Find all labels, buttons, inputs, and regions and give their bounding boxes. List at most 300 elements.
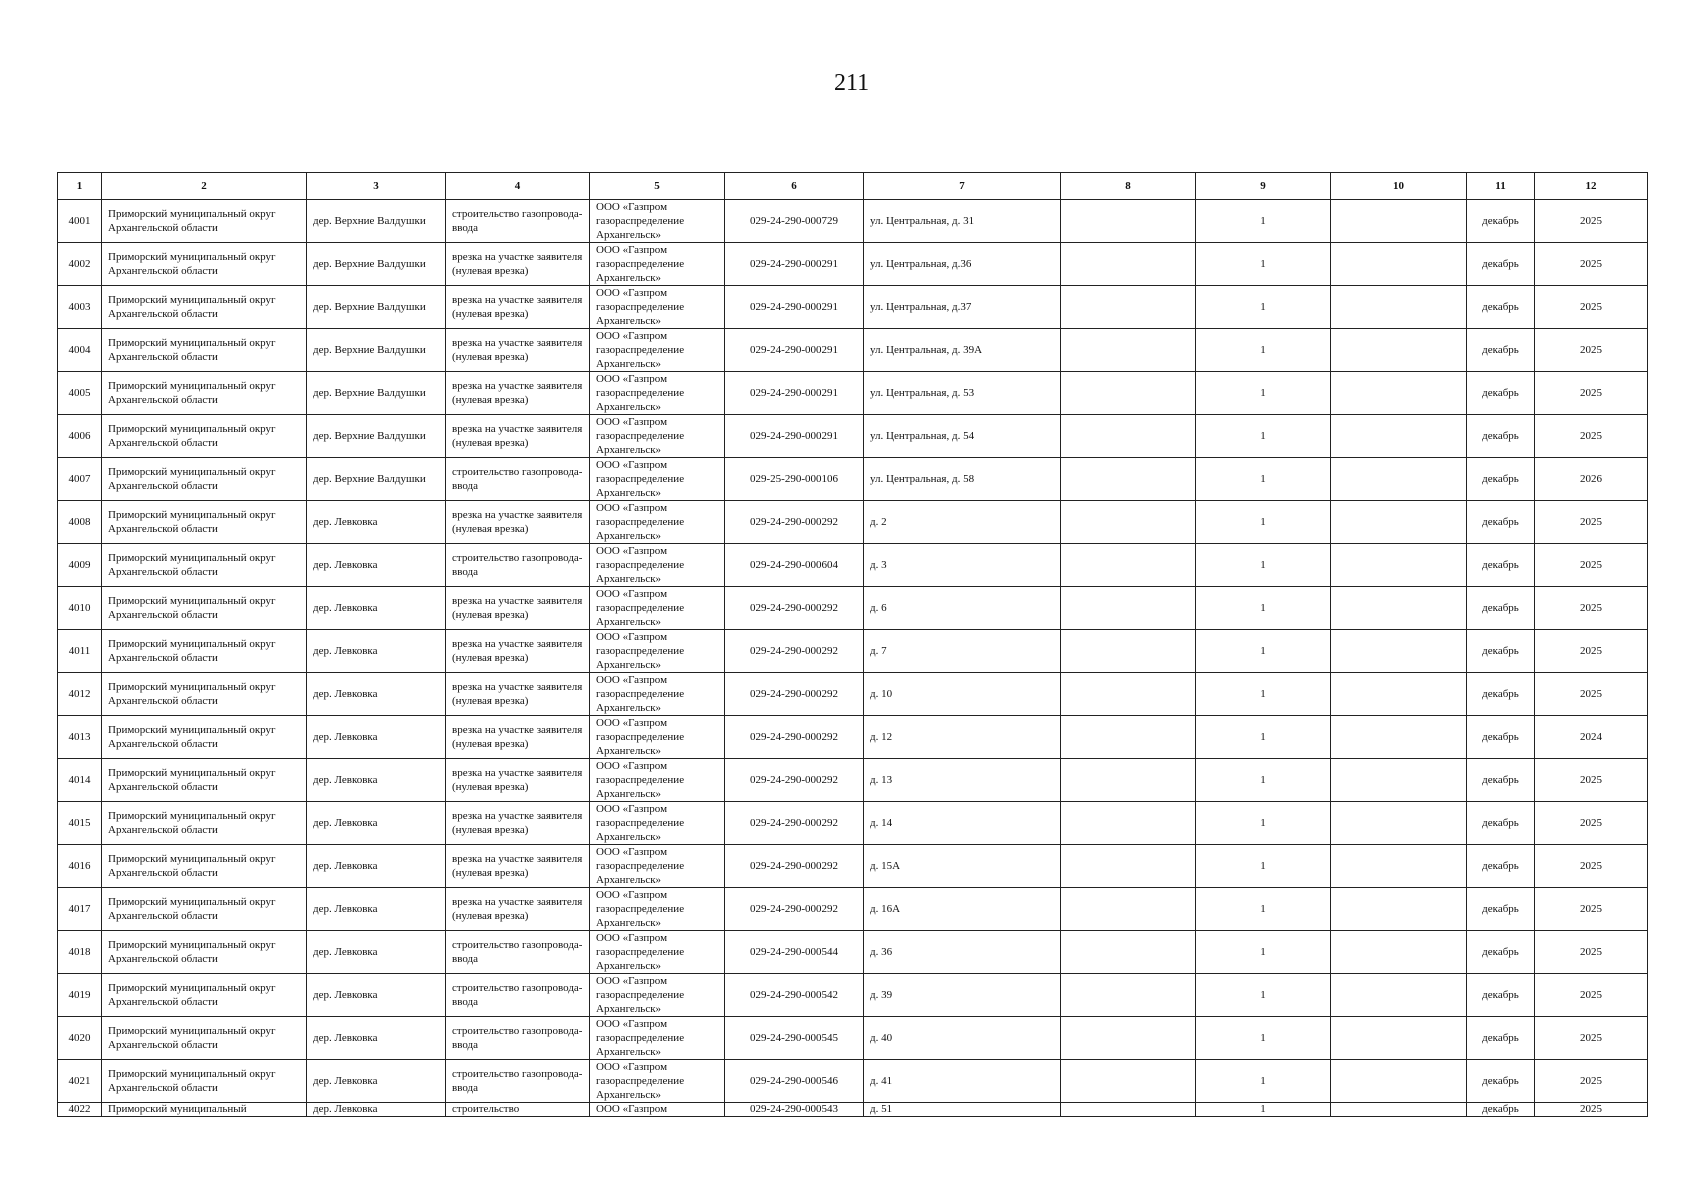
cell-work-type: врезка на участке заявителя (нулевая врезка)	[446, 415, 590, 458]
cell-work-type: строительство газопровода-ввода	[446, 974, 590, 1017]
cell-address: д. 41	[864, 1060, 1061, 1103]
cell-contract-number: 029-24-290-000292	[725, 759, 864, 802]
table-row	[58, 458, 1648, 501]
cell-work-type	[446, 1103, 590, 1117]
cell-col-10	[1331, 501, 1467, 544]
header-cell: 10	[1331, 173, 1467, 200]
cell-col-10	[1331, 802, 1467, 845]
cell-address: ул. Центральная, д. 39А	[864, 329, 1061, 372]
cell-col-8	[1061, 1103, 1196, 1117]
cell-work-type: врезка на участке заявителя (нулевая врезка)	[446, 372, 590, 415]
cell-contract-number: 029-24-290-000544	[725, 931, 864, 974]
table-row	[58, 286, 1648, 329]
cell-col-10	[1331, 243, 1467, 286]
cell-year: 2025	[1535, 974, 1648, 1017]
cell-organization: ООО «Газпром газораспределение Архангельск»	[590, 931, 725, 974]
header-cell: 6	[725, 173, 864, 200]
cell-organization: ООО «Газпром газораспределение Архангельск»	[590, 372, 725, 415]
table-row	[58, 716, 1648, 759]
cell-municipality: Приморский муниципальный округ Архангельской области	[102, 329, 307, 372]
cell-month: декабрь	[1467, 630, 1535, 673]
cell-work-type: строительство газопровода-ввода	[446, 458, 590, 501]
cell-col-8	[1061, 544, 1196, 587]
cell-number: 4006	[58, 415, 102, 458]
cell-settlement: дер. Левковка	[307, 501, 446, 544]
cell-work-type: строительство газопровода-ввода	[446, 1060, 590, 1103]
cell-month: декабрь	[1467, 200, 1535, 243]
cell-organization: ООО «Газпром газораспределение Архангельск»	[590, 329, 725, 372]
cell-contract-number: 029-24-290-000291	[725, 415, 864, 458]
cell-col-8	[1061, 974, 1196, 1017]
cell-col-10	[1331, 931, 1467, 974]
cell-number: 4003	[58, 286, 102, 329]
cell-col-8	[1061, 630, 1196, 673]
cell-settlement: дер. Левковка	[307, 716, 446, 759]
cell-organization: ООО «Газпром газораспределение Архангельск»	[590, 802, 725, 845]
cell-contract-number: 029-25-290-000106	[725, 458, 864, 501]
cell-contract-number: 029-24-290-000291	[725, 372, 864, 415]
cell-col-10	[1331, 587, 1467, 630]
cell-quantity: 1	[1196, 931, 1331, 974]
cell-work-type: врезка на участке заявителя (нулевая врезка)	[446, 802, 590, 845]
header-cell: 2	[102, 173, 307, 200]
cell-settlement: дер. Левковка	[307, 931, 446, 974]
cell-quantity: 1	[1196, 802, 1331, 845]
cell-municipality: Приморский муниципальный округ Архангельской области	[102, 243, 307, 286]
header-cell: 8	[1061, 173, 1196, 200]
cell-month: декабрь	[1467, 415, 1535, 458]
cell-number: 4016	[58, 845, 102, 888]
cell-col-10	[1331, 673, 1467, 716]
cell-month: декабрь	[1467, 974, 1535, 1017]
cell-address: д. 16А	[864, 888, 1061, 931]
cell-organization: ООО «Газпром газораспределение Архангельск»	[590, 243, 725, 286]
cell-contract-number: 029-24-290-000291	[725, 286, 864, 329]
cell-contract-number: 029-24-290-000291	[725, 243, 864, 286]
cell-col-8	[1061, 372, 1196, 415]
cell-work-type: врезка на участке заявителя (нулевая врезка)	[446, 673, 590, 716]
cell-municipality: Приморский муниципальный округ Архангельской области	[102, 372, 307, 415]
cell-settlement: дер. Верхние Валдушки	[307, 329, 446, 372]
cell-quantity: 1	[1196, 888, 1331, 931]
table-row	[58, 200, 1648, 243]
cell-work-type: врезка на участке заявителя (нулевая врезка)	[446, 243, 590, 286]
cell-number: 4019	[58, 974, 102, 1017]
cell-contract-number: 029-24-290-000292	[725, 587, 864, 630]
cell-municipality: Приморский муниципальный округ Архангельской области	[102, 458, 307, 501]
cell-number: 4004	[58, 329, 102, 372]
cell-col-10	[1331, 1060, 1467, 1103]
cell-address: ул. Центральная, д. 58	[864, 458, 1061, 501]
cell-col-10	[1331, 1103, 1467, 1117]
cell-year: 2025	[1535, 544, 1648, 587]
table-row	[58, 759, 1648, 802]
table-row	[58, 372, 1648, 415]
cell-settlement: дер. Левковка	[307, 1017, 446, 1060]
cell-col-8	[1061, 587, 1196, 630]
cell-col-8	[1061, 415, 1196, 458]
cell-col-10	[1331, 716, 1467, 759]
cell-month: декабрь	[1467, 716, 1535, 759]
cell-contract-number: 029-24-290-000292	[725, 888, 864, 931]
cell-municipality: Приморский муниципальный округ Архангельской области	[102, 845, 307, 888]
cell-contract-number: 029-24-290-000545	[725, 1017, 864, 1060]
cell-year: 2025	[1535, 415, 1648, 458]
cell-year: 2025	[1535, 931, 1648, 974]
header-cell: 7	[864, 173, 1061, 200]
cell-settlement: дер. Верхние Валдушки	[307, 286, 446, 329]
table-row	[58, 1060, 1648, 1103]
cell-number: 4008	[58, 501, 102, 544]
cell-settlement: дер. Верхние Валдушки	[307, 243, 446, 286]
cell-address-text: д. 51	[870, 1103, 893, 1115]
cell-year-text: 2025	[1580, 1103, 1602, 1115]
cell-col-8	[1061, 1017, 1196, 1060]
cell-year: 2025	[1535, 888, 1648, 931]
cell-year: 2025	[1535, 200, 1648, 243]
cell-quantity: 1	[1196, 974, 1331, 1017]
cell-work-type: врезка на участке заявителя (нулевая врезка)	[446, 501, 590, 544]
cell-month: декабрь	[1467, 544, 1535, 587]
cell-address: д. 6	[864, 587, 1061, 630]
cell-year: 2025	[1535, 630, 1648, 673]
table-row	[58, 974, 1648, 1017]
cell-contract-number: 029-24-290-000729	[725, 200, 864, 243]
cell-address: ул. Центральная, д. 53	[864, 372, 1061, 415]
cell-contract-number-text: 029-24-290-000543	[750, 1103, 838, 1115]
header-cell: 9	[1196, 173, 1331, 200]
cell-address: ул. Центральная, д.36	[864, 243, 1061, 286]
table-row	[58, 544, 1648, 587]
cell-organization: ООО «Газпром газораспределение Архангельск»	[590, 458, 725, 501]
cell-organization: ООО «Газпром газораспределение Архангельск»	[590, 1017, 725, 1060]
cell-col-10	[1331, 286, 1467, 329]
cell-number: 4021	[58, 1060, 102, 1103]
cell-year: 2025	[1535, 845, 1648, 888]
cell-contract-number: 029-24-290-000292	[725, 501, 864, 544]
cell-quantity: 1	[1196, 1060, 1331, 1103]
cell-year: 2025	[1535, 802, 1648, 845]
table-row	[58, 329, 1648, 372]
cell-organization	[590, 1103, 725, 1117]
cell-number: 4012	[58, 673, 102, 716]
cell-municipality: Приморский муниципальный округ Архангельской области	[102, 286, 307, 329]
cell-month: декабрь	[1467, 1060, 1535, 1103]
cell-col-8	[1061, 200, 1196, 243]
cell-address: ул. Центральная, д.37	[864, 286, 1061, 329]
cell-municipality: Приморский муниципальный округ Архангельской области	[102, 544, 307, 587]
cell-municipality: Приморский муниципальный округ Архангельской области	[102, 974, 307, 1017]
cell-settlement: дер. Левковка	[307, 974, 446, 1017]
cell-address: ул. Центральная, д. 54	[864, 415, 1061, 458]
cell-month: декабрь	[1467, 286, 1535, 329]
cell-settlement: дер. Верхние Валдушки	[307, 458, 446, 501]
table-row	[58, 630, 1648, 673]
cell-month: декабрь	[1467, 329, 1535, 372]
cell-address	[864, 1103, 1061, 1117]
table-row	[58, 673, 1648, 716]
cell-municipality: Приморский муниципальный округ Архангельской области	[102, 759, 307, 802]
cell-number: 4020	[58, 1017, 102, 1060]
cell-col-8	[1061, 931, 1196, 974]
cell-month: декабрь	[1467, 243, 1535, 286]
cell-work-type: строительство газопровода-ввода	[446, 931, 590, 974]
cell-year: 2025	[1535, 286, 1648, 329]
cell-settlement: дер. Левковка	[307, 587, 446, 630]
cell-municipality: Приморский муниципальный округ Архангельской области	[102, 802, 307, 845]
cell-col-10	[1331, 200, 1467, 243]
cell-municipality: Приморский муниципальный округ Архангельской области	[102, 1017, 307, 1060]
cell-year: 2025	[1535, 587, 1648, 630]
cell-number: 4018	[58, 931, 102, 974]
cell-work-type: врезка на участке заявителя (нулевая врезка)	[446, 845, 590, 888]
cell-contract-number: 029-24-290-000292	[725, 845, 864, 888]
cell-col-10	[1331, 759, 1467, 802]
cell-quantity: 1	[1196, 845, 1331, 888]
cell-work-type-text: строительство	[452, 1103, 520, 1115]
cell-col-10	[1331, 974, 1467, 1017]
cell-col-8	[1061, 716, 1196, 759]
cell-contract-number: 029-24-290-000292	[725, 716, 864, 759]
cell-col-8	[1061, 458, 1196, 501]
cell-number-text: 4022	[68, 1103, 91, 1115]
cell-year: 2025	[1535, 1060, 1648, 1103]
cell-municipality: Приморский муниципальный округ Архангельской области	[102, 501, 307, 544]
cell-number: 4002	[58, 243, 102, 286]
cell-address: д. 13	[864, 759, 1061, 802]
cell-organization: ООО «Газпром газораспределение Архангельск»	[590, 587, 725, 630]
cell-contract-number: 029-24-290-000291	[725, 329, 864, 372]
cell-col-10	[1331, 544, 1467, 587]
cell-col-10	[1331, 630, 1467, 673]
cell-col-8	[1061, 501, 1196, 544]
cell-number: 4007	[58, 458, 102, 501]
header-cell: 11	[1467, 173, 1535, 200]
cell-col-10	[1331, 888, 1467, 931]
cell-work-type: врезка на участке заявителя (нулевая врезка)	[446, 716, 590, 759]
cell-year: 2025	[1535, 243, 1648, 286]
cell-quantity: 1	[1196, 286, 1331, 329]
cell-work-type: строительство газопровода-ввода	[446, 1017, 590, 1060]
cell-work-type: врезка на участке заявителя (нулевая врезка)	[446, 286, 590, 329]
cell-year: 2025	[1535, 673, 1648, 716]
cell-col-10	[1331, 1017, 1467, 1060]
cell-quantity: 1	[1196, 200, 1331, 243]
cell-quantity-text: 1	[1260, 1103, 1266, 1115]
cell-year: 2025	[1535, 372, 1648, 415]
table-row	[58, 931, 1648, 974]
cell-settlement: дер. Левковка	[307, 630, 446, 673]
cell-col-10	[1331, 329, 1467, 372]
table-row	[58, 501, 1648, 544]
cell-municipality: Приморский муниципальный округ Архангельской области	[102, 673, 307, 716]
cell-organization: ООО «Газпром газораспределение Архангельск»	[590, 673, 725, 716]
cell-contract-number: 029-24-290-000292	[725, 673, 864, 716]
cell-organization: ООО «Газпром газораспределение Архангельск»	[590, 630, 725, 673]
cell-municipality: Приморский муниципальный округ Архангельской области	[102, 931, 307, 974]
gasification-table	[57, 172, 1648, 1117]
cell-municipality: Приморский муниципальный округ Архангельской области	[102, 200, 307, 243]
cell-month: декабрь	[1467, 501, 1535, 544]
cell-col-8	[1061, 845, 1196, 888]
cell-number: 4005	[58, 372, 102, 415]
cell-settlement	[307, 1103, 446, 1117]
cell-municipality: Приморский муниципальный округ Архангельской области	[102, 1060, 307, 1103]
cell-municipality: Приморский муниципальный округ Архангельской области	[102, 415, 307, 458]
table-row	[58, 802, 1648, 845]
cell-contract-number	[725, 1103, 864, 1117]
cell-month: декабрь	[1467, 587, 1535, 630]
cell-work-type: врезка на участке заявителя (нулевая врезка)	[446, 587, 590, 630]
cell-month: декабрь	[1467, 458, 1535, 501]
cell-organization: ООО «Газпром газораспределение Архангельск»	[590, 1060, 725, 1103]
cell-year: 2024	[1535, 716, 1648, 759]
cell-month-text: декабрь	[1482, 1103, 1519, 1115]
cell-work-type: врезка на участке заявителя (нулевая врезка)	[446, 888, 590, 931]
cell-settlement: дер. Левковка	[307, 759, 446, 802]
header-cell: 4	[446, 173, 590, 200]
cell-municipality	[102, 1103, 307, 1117]
header-cell: 12	[1535, 173, 1648, 200]
cell-quantity: 1	[1196, 1017, 1331, 1060]
cell-address: д. 10	[864, 673, 1061, 716]
cell-month: декабрь	[1467, 931, 1535, 974]
cell-month: декабрь	[1467, 802, 1535, 845]
header-cell: 1	[58, 173, 102, 200]
cell-number: 4013	[58, 716, 102, 759]
header-cell: 5	[590, 173, 725, 200]
cell-col-10	[1331, 458, 1467, 501]
table-row	[58, 415, 1648, 458]
cell-organization: ООО «Газпром газораспределение Архангельск»	[590, 286, 725, 329]
cell-col-10-text	[1337, 1103, 1460, 1115]
cell-address: д. 39	[864, 974, 1061, 1017]
cell-contract-number: 029-24-290-000604	[725, 544, 864, 587]
cell-settlement: дер. Левковка	[307, 1060, 446, 1103]
cell-settlement: дер. Верхние Валдушки	[307, 200, 446, 243]
table-row	[58, 888, 1648, 931]
cell-col-8	[1061, 673, 1196, 716]
table-row	[58, 587, 1648, 630]
cell-organization: ООО «Газпром газораспределение Архангельск»	[590, 501, 725, 544]
cell-year: 2025	[1535, 759, 1648, 802]
cell-organization: ООО «Газпром газораспределение Архангельск»	[590, 200, 725, 243]
cell-quantity: 1	[1196, 759, 1331, 802]
cell-month	[1467, 1103, 1535, 1117]
cell-organization: ООО «Газпром газораспределение Архангельск»	[590, 888, 725, 931]
cell-quantity: 1	[1196, 587, 1331, 630]
cell-col-8	[1061, 802, 1196, 845]
cell-settlement: дер. Левковка	[307, 544, 446, 587]
page-number-text: 211	[834, 70, 870, 96]
cell-work-type: врезка на участке заявителя (нулевая врезка)	[446, 630, 590, 673]
cell-work-type: строительство газопровода-ввода	[446, 544, 590, 587]
cell-settlement: дер. Левковка	[307, 802, 446, 845]
cell-quantity: 1	[1196, 243, 1331, 286]
cell-number: 4001	[58, 200, 102, 243]
cell-organization: ООО «Газпром газораспределение Архангельск»	[590, 845, 725, 888]
cell-month: декабрь	[1467, 888, 1535, 931]
cell-work-type: врезка на участке заявителя (нулевая врезка)	[446, 329, 590, 372]
cell-settlement-text: дер. Левковка	[313, 1103, 378, 1115]
cell-year	[1535, 1103, 1648, 1117]
cell-number: 4010	[58, 587, 102, 630]
cell-col-10	[1331, 415, 1467, 458]
cell-quantity: 1	[1196, 544, 1331, 587]
table-row	[58, 243, 1648, 286]
cell-col-8	[1061, 329, 1196, 372]
cell-year: 2026	[1535, 458, 1648, 501]
cell-contract-number: 029-24-290-000542	[725, 974, 864, 1017]
cell-address: д. 40	[864, 1017, 1061, 1060]
cell-settlement: дер. Верхние Валдушки	[307, 415, 446, 458]
cell-quantity: 1	[1196, 372, 1331, 415]
cell-settlement: дер. Левковка	[307, 888, 446, 931]
cell-month: декабрь	[1467, 372, 1535, 415]
cell-quantity: 1	[1196, 673, 1331, 716]
table-row	[58, 1103, 1648, 1117]
cell-col-8	[1061, 243, 1196, 286]
cell-address: ул. Центральная, д. 31	[864, 200, 1061, 243]
cell-col-8-text	[1067, 1103, 1189, 1115]
cell-quantity: 1	[1196, 630, 1331, 673]
cell-col-10	[1331, 845, 1467, 888]
cell-municipality: Приморский муниципальный округ Архангельской области	[102, 888, 307, 931]
cell-organization: ООО «Газпром газораспределение Архангельск»	[590, 544, 725, 587]
cell-month: декабрь	[1467, 673, 1535, 716]
cell-municipality: Приморский муниципальный округ Архангельской области	[102, 630, 307, 673]
cell-quantity: 1	[1196, 501, 1331, 544]
cell-year: 2025	[1535, 329, 1648, 372]
cell-municipality: Приморский муниципальный округ Архангельской области	[102, 716, 307, 759]
cell-col-8	[1061, 286, 1196, 329]
cell-quantity: 1	[1196, 458, 1331, 501]
cell-year: 2025	[1535, 1017, 1648, 1060]
cell-address: д. 36	[864, 931, 1061, 974]
cell-work-type: врезка на участке заявителя (нулевая врезка)	[446, 759, 590, 802]
cell-address: д. 7	[864, 630, 1061, 673]
cell-quantity: 1	[1196, 415, 1331, 458]
header-row	[58, 173, 1648, 200]
cell-settlement: дер. Левковка	[307, 845, 446, 888]
cell-year: 2025	[1535, 501, 1648, 544]
cell-address: д. 15А	[864, 845, 1061, 888]
cell-number	[58, 1103, 102, 1117]
cell-number: 4014	[58, 759, 102, 802]
cell-quantity	[1196, 1103, 1331, 1117]
cell-address: д. 12	[864, 716, 1061, 759]
cell-address: д. 14	[864, 802, 1061, 845]
cell-contract-number: 029-24-290-000292	[725, 630, 864, 673]
cell-number: 4009	[58, 544, 102, 587]
cell-organization: ООО «Газпром газораспределение Архангельск»	[590, 759, 725, 802]
cell-month: декабрь	[1467, 845, 1535, 888]
cell-month: декабрь	[1467, 759, 1535, 802]
cell-work-type: строительство газопровода-ввода	[446, 200, 590, 243]
cell-organization-text: ООО «Газпром	[596, 1103, 668, 1115]
cell-number: 4011	[58, 630, 102, 673]
cell-municipality-text: Приморский муниципальный	[108, 1103, 247, 1115]
cell-col-8	[1061, 759, 1196, 802]
cell-number: 4017	[58, 888, 102, 931]
cell-col-8	[1061, 1060, 1196, 1103]
cell-quantity: 1	[1196, 329, 1331, 372]
header-cell: 3	[307, 173, 446, 200]
cell-settlement: дер. Верхние Валдушки	[307, 372, 446, 415]
table-row	[58, 845, 1648, 888]
cell-organization: ООО «Газпром газораспределение Архангельск»	[590, 415, 725, 458]
cell-organization: ООО «Газпром газораспределение Архангельск»	[590, 974, 725, 1017]
